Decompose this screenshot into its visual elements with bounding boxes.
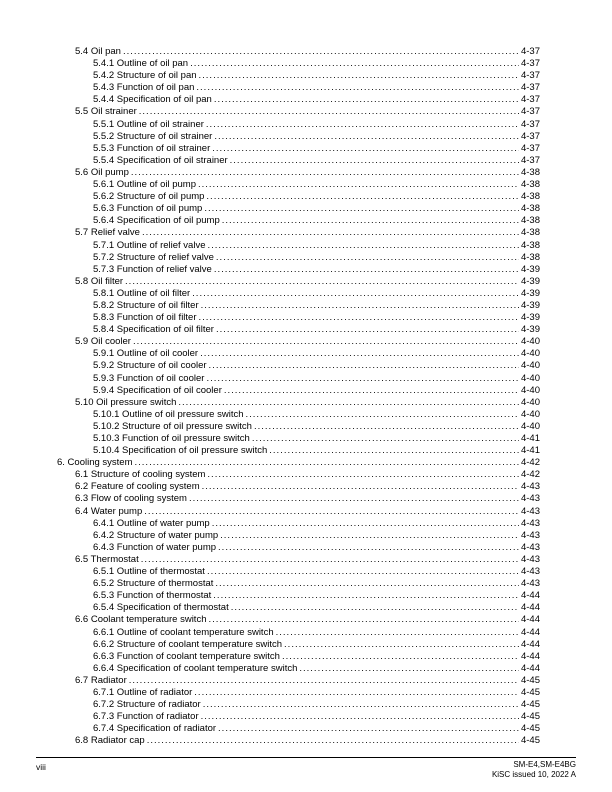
toc-entry-label: 5.6.2 Structure of oil pump: [93, 191, 205, 203]
toc-row[interactable]: [57, 215, 540, 227]
dot-leader: [212, 518, 519, 530]
toc-row[interactable]: [57, 663, 540, 675]
toc-entry-page: 4-37: [520, 82, 540, 94]
dot-leader: [178, 397, 519, 409]
toc-entry-label: 5.10.3 Function of oil pressure switch: [93, 433, 250, 444]
toc-entry-page: 4-40: [520, 336, 540, 348]
dot-leader: [299, 663, 519, 675]
toc-list: [57, 46, 540, 747]
dot-leader: [231, 602, 519, 614]
toc-entry-label: 5.10.4 Specification of oil pressure switch: [93, 445, 268, 457]
toc-entry-page: 4-43: [520, 578, 540, 590]
dot-leader: [213, 590, 519, 602]
toc-row[interactable]: [57, 167, 540, 179]
toc-entry-label: 6.5.2 Structure of thermostat: [93, 578, 214, 590]
toc-entry-label: 5.9.2 Structure of oil cooler: [93, 360, 207, 372]
toc-entry-label: 5.10.2 Structure of oil pressure switch: [93, 420, 252, 432]
toc-row[interactable]: [57, 300, 540, 312]
toc-entry-page: 4-41: [520, 445, 540, 457]
toc-row[interactable]: [57, 264, 540, 276]
footer-page-number: viii: [36, 762, 46, 772]
toc-entry-label: 5.8.4 Specification of oil filter: [93, 324, 214, 336]
toc-row[interactable]: [57, 106, 540, 118]
dot-leader: [190, 58, 519, 70]
toc-entry-page: 4-39: [520, 287, 540, 299]
toc-row[interactable]: [57, 46, 540, 58]
toc-row[interactable]: [57, 143, 540, 155]
toc-row[interactable]: [57, 252, 540, 264]
toc-row[interactable]: [57, 566, 540, 578]
toc-entry-page: 4-38: [520, 166, 540, 178]
dot-leader: [192, 288, 519, 300]
toc-entry-label: 6.7.4 Specification of radiator: [93, 723, 217, 735]
dot-leader: [246, 409, 519, 421]
dot-leader: [215, 578, 519, 590]
toc-entry-page: 4-40: [520, 396, 540, 408]
toc-entry-label: 6.6.3 Function of coolant temperature switch: [93, 650, 280, 662]
dot-leader: [222, 215, 519, 227]
toc-entry-label: 6.3 Flow of cooling system: [75, 493, 187, 505]
dot-leader: [207, 469, 519, 481]
dot-leader: [207, 240, 519, 252]
toc-entry-page: 4-43: [520, 517, 540, 529]
toc-entry-label: 5.6.3 Function of oil pump: [93, 203, 203, 215]
toc-entry-page: 4-45: [520, 735, 540, 747]
dot-leader: [133, 336, 519, 348]
dot-leader: [269, 445, 519, 457]
toc-entry-label: 6.6.1 Outline of coolant temperature switch: [93, 626, 274, 638]
toc-row[interactable]: [57, 179, 540, 191]
dot-leader: [218, 542, 519, 554]
toc-row[interactable]: [57, 590, 540, 602]
dot-leader: [212, 143, 519, 155]
toc-row[interactable]: [57, 336, 540, 348]
toc-row[interactable]: [57, 360, 540, 372]
toc-entry-label: 5.9 Oil cooler: [75, 336, 131, 348]
dot-leader: [216, 252, 519, 264]
toc-entry-page: 4-44: [520, 602, 540, 614]
dot-leader: [216, 324, 519, 336]
dot-leader: [142, 227, 519, 239]
toc-entry-page: 4-37: [520, 142, 540, 154]
toc-row[interactable]: [57, 735, 540, 747]
toc-entry-label: 5.4.2 Structure of oil pan: [93, 70, 197, 82]
toc-entry-label: 6.2 Feature of cooling system: [75, 481, 200, 493]
toc-entry-label: 5.5.2 Structure of oil strainer: [93, 130, 213, 142]
toc-entry-label: 5.6.1 Outline of oil pump: [93, 179, 196, 191]
dot-leader: [254, 421, 519, 433]
toc-entry-label: 5.8.1 Outline of oil filter: [93, 287, 191, 299]
toc-entry-page: 4-40: [520, 372, 540, 384]
toc-entry-label: 5.4.1 Outline of oil pan: [93, 58, 189, 70]
toc-entry-page: 4-38: [520, 215, 540, 227]
toc-entry-page: 4-43: [520, 553, 540, 565]
toc-entry-label: 6.5.4 Specification of thermostat: [93, 602, 229, 614]
toc-entry-label: 6.4 Water pump: [75, 505, 143, 517]
toc-entry-page: 4-45: [520, 711, 540, 723]
dot-leader: [214, 131, 519, 143]
toc-entry-page: 4-44: [520, 626, 540, 638]
toc-entry-page: 4-43: [520, 493, 540, 505]
toc-entry-page: 4-38: [520, 227, 540, 239]
toc-row[interactable]: [57, 602, 540, 614]
toc-entry-label: 6.4.1 Outline of water pump: [93, 517, 210, 529]
toc-entry-label: 5.9.3 Function of oil cooler: [93, 372, 205, 384]
toc-entry-page: 4-37: [520, 154, 540, 166]
toc-row[interactable]: [57, 639, 540, 651]
toc-entry-label: 5.4.4 Specification of oil pan: [93, 94, 212, 106]
toc-row[interactable]: [57, 94, 540, 106]
toc-row[interactable]: [57, 348, 540, 360]
toc-row[interactable]: [57, 481, 540, 493]
toc-entry-label: 5.5 Oil strainer: [75, 106, 137, 118]
toc-row[interactable]: [57, 445, 540, 457]
toc-entry-page: 4-39: [520, 275, 540, 287]
toc-entry-label: 6. Cooling system: [57, 457, 133, 469]
toc-row[interactable]: [57, 421, 540, 433]
dot-leader: [276, 627, 519, 639]
toc-entry-page: 4-37: [520, 118, 540, 130]
toc-row[interactable]: [57, 227, 540, 239]
dot-leader: [252, 433, 519, 445]
toc-row[interactable]: [57, 687, 540, 699]
toc-row[interactable]: [57, 469, 540, 481]
dot-leader: [224, 385, 519, 397]
toc-entry-page: 4-37: [520, 70, 540, 82]
toc-entry-page: 4-44: [520, 638, 540, 650]
toc-entry-label: 5.7.3 Function of relief valve: [93, 263, 212, 275]
toc-entry-label: 6.6.4 Specification of coolant temperature switch: [93, 662, 298, 674]
toc-row[interactable]: [57, 312, 540, 324]
toc-row[interactable]: [57, 493, 540, 505]
toc-entry-label: 5.5.3 Function of oil strainer: [93, 142, 211, 154]
toc-row[interactable]: [57, 276, 540, 288]
toc-row[interactable]: [57, 240, 540, 252]
footer-right-block: [492, 760, 576, 780]
toc-entry-label: 6.5 Thermostat: [75, 553, 139, 565]
toc-entry-label: 5.4.3 Function of oil pan: [93, 82, 195, 94]
toc-row[interactable]: [57, 191, 540, 203]
dot-leader: [201, 300, 519, 312]
toc-entry-page: 4-37: [520, 58, 540, 70]
dot-leader: [139, 106, 519, 118]
toc-entry-page: 4-38: [520, 179, 540, 191]
toc-entry-label: 6.7.3 Function of radiator: [93, 711, 199, 723]
toc-entry-page: 4-39: [520, 263, 540, 275]
toc-entry-page: 4-38: [520, 203, 540, 215]
toc-entry-page: 4-43: [520, 529, 540, 541]
toc-row[interactable]: [57, 506, 540, 518]
dot-leader: [206, 191, 519, 203]
toc-entry-page: 4-42: [520, 469, 540, 481]
dot-leader: [135, 457, 519, 469]
dot-leader: [131, 167, 519, 179]
dot-leader: [200, 348, 519, 360]
toc-row[interactable]: [57, 409, 540, 421]
footer-rule: [36, 757, 576, 758]
toc-entry-label: 5.6 Oil pump: [75, 166, 129, 178]
toc-entry-label: 6.7.1 Outline of radiator: [93, 686, 193, 698]
toc-entry-page: 4-39: [520, 299, 540, 311]
toc-entry-page: 4-39: [520, 312, 540, 324]
dot-leader: [202, 481, 519, 493]
toc-row[interactable]: [57, 651, 540, 663]
dot-leader: [129, 675, 519, 687]
dot-leader: [123, 46, 519, 58]
toc-entry-page: 4-42: [520, 457, 540, 469]
toc-entry-page: 4-40: [520, 384, 540, 396]
toc-row[interactable]: [57, 699, 540, 711]
toc-row[interactable]: [57, 82, 540, 94]
toc-entry-page: 4-37: [520, 106, 540, 118]
toc-row[interactable]: [57, 119, 540, 131]
dot-leader: [199, 312, 519, 324]
toc-entry-page: 4-40: [520, 420, 540, 432]
toc-entry-label: 6.5.1 Outline of thermostat: [93, 566, 205, 578]
toc-entry-label: 6.6 Coolant temperature switch: [75, 614, 207, 626]
dot-leader: [141, 554, 519, 566]
toc-entry-page: 4-44: [520, 614, 540, 626]
toc-entry-label: 5.7 Relief valve: [75, 227, 140, 239]
toc-entry-page: 4-43: [520, 566, 540, 578]
toc-entry-page: 4-45: [520, 674, 540, 686]
toc-entry-page: 4-41: [520, 433, 540, 444]
toc-entry-page: 4-38: [520, 191, 540, 203]
toc-row[interactable]: [57, 614, 540, 626]
dot-leader: [230, 155, 519, 167]
toc-row[interactable]: [57, 155, 540, 167]
toc-row[interactable]: [57, 131, 540, 143]
toc-entry-page: 4-39: [520, 324, 540, 336]
toc-row[interactable]: [57, 518, 540, 530]
toc-entry-label: 6.1 Structure of cooling system: [75, 469, 206, 481]
dot-leader: [125, 276, 519, 288]
toc-entry-page: 4-43: [520, 541, 540, 553]
dot-leader: [206, 119, 519, 131]
dot-leader: [199, 70, 519, 82]
dot-leader: [198, 179, 519, 191]
toc-entry-label: 6.6.2 Structure of coolant temperature switch: [93, 638, 283, 650]
toc-entry-page: 4-37: [520, 94, 540, 106]
toc-entry-label: 6.4.3 Function of water pump: [93, 541, 217, 553]
toc-entry-label: 6.5.3 Function of thermostat: [93, 590, 212, 602]
toc-entry-page: 4-44: [520, 590, 540, 602]
toc-entry-page: 4-37: [520, 46, 540, 57]
toc-entry-label: 5.10.1 Outline of oil pressure switch: [93, 408, 244, 420]
footer-issue-line: KiSC issued 10, 2022 A: [491, 770, 576, 779]
dot-leader: [196, 82, 519, 94]
toc-row[interactable]: [57, 675, 540, 687]
toc-row[interactable]: [57, 457, 540, 469]
dot-leader: [147, 735, 519, 747]
toc-entry-label: 5.8.2 Structure of oil filter: [93, 299, 199, 311]
dot-leader: [206, 373, 519, 385]
toc-row[interactable]: [57, 288, 540, 300]
dot-leader: [144, 506, 519, 518]
dot-leader: [220, 530, 519, 542]
toc-entry-label: 6.7 Radiator: [75, 674, 127, 686]
toc-entry-label: 5.9.1 Outline of oil cooler: [93, 348, 199, 360]
toc-entry-page: 4-43: [520, 505, 540, 517]
dot-leader: [214, 94, 519, 106]
toc-row[interactable]: [57, 578, 540, 590]
toc-entry-label: 5.5.4 Specification of oil strainer: [93, 154, 228, 166]
toc-row[interactable]: [57, 530, 540, 542]
toc-entry-page: 4-38: [520, 239, 540, 251]
toc-entry-page: 4-44: [520, 662, 540, 674]
toc-row[interactable]: [57, 433, 540, 445]
toc-entry-label: 5.4 Oil pan: [75, 46, 121, 57]
dot-leader: [201, 711, 519, 723]
toc-entry-label: 6.8 Radiator cap: [75, 735, 145, 747]
dot-leader: [218, 723, 519, 735]
toc-row[interactable]: [57, 385, 540, 397]
toc-row[interactable]: [57, 70, 540, 82]
toc-row[interactable]: [57, 58, 540, 70]
toc-entry-label: 6.7.2 Structure of radiator: [93, 699, 201, 711]
toc-entry-page: 4-37: [520, 130, 540, 142]
dot-leader: [203, 699, 519, 711]
toc-entry-label: 5.8 Oil filter: [75, 275, 124, 287]
dot-leader: [189, 493, 519, 505]
toc-entry-label: 5.10 Oil pressure switch: [75, 396, 177, 408]
toc-row[interactable]: [57, 397, 540, 409]
toc-entry-label: 5.7.2 Structure of relief valve: [93, 251, 214, 263]
dot-leader: [284, 639, 519, 651]
dot-leader: [208, 614, 519, 626]
toc-entry-label: 5.7.1 Outline of relief valve: [93, 239, 206, 251]
footer-doc-code: SM-E4,SM-E4BG: [513, 760, 576, 769]
toc-entry-label: 6.4.2 Structure of water pump: [93, 529, 219, 541]
dot-leader: [207, 566, 519, 578]
toc-row[interactable]: [57, 723, 540, 735]
dot-leader: [209, 360, 519, 372]
dot-leader: [204, 203, 519, 215]
dot-leader: [214, 264, 519, 276]
toc-entry-page: 4-45: [520, 723, 540, 735]
toc-entry-label: 5.8.3 Function of oil filter: [93, 312, 197, 324]
toc-entry-page: 4-40: [520, 408, 540, 420]
toc-entry-label: 5.5.1 Outline of oil strainer: [93, 118, 204, 130]
toc-row[interactable]: [57, 711, 540, 723]
toc-entry-page: 4-40: [520, 348, 540, 360]
toc-row[interactable]: [57, 324, 540, 336]
dot-leader: [282, 651, 519, 663]
toc-row[interactable]: [57, 554, 540, 566]
toc-entry-page: 4-38: [520, 251, 540, 263]
toc-row[interactable]: [57, 627, 540, 639]
toc-row[interactable]: [57, 373, 540, 385]
dot-leader: [194, 687, 519, 699]
toc-entry-page: 4-40: [520, 360, 540, 372]
toc-row[interactable]: [57, 542, 540, 554]
toc-row[interactable]: [57, 203, 540, 215]
toc-entry-label: 5.6.4 Specification of oil pump: [93, 215, 220, 227]
toc-entry-label: 5.9.4 Specification of oil cooler: [93, 384, 222, 396]
toc-entry-page: 4-45: [520, 699, 540, 711]
toc-entry-page: 4-44: [520, 650, 540, 662]
toc-entry-page: 4-45: [520, 686, 540, 698]
toc-entry-page: 4-43: [520, 481, 540, 493]
